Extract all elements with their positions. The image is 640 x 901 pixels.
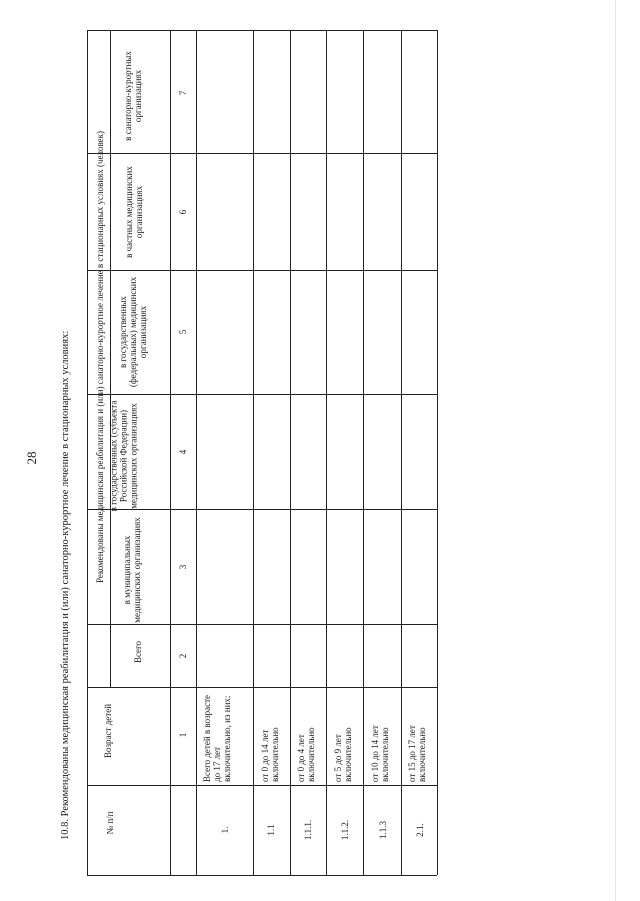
h-line-col1: [87, 785, 437, 786]
col-number-7: 7: [178, 90, 188, 96]
table-border-top: [87, 30, 437, 31]
header-age: Возраст детей: [103, 703, 113, 759]
row-5-num: 1.1.3: [378, 821, 388, 839]
v-line-row4: [363, 30, 364, 875]
table-border-bottom: [87, 875, 437, 876]
row-3-num: 1.1.1.: [303, 819, 313, 841]
page-edge: [615, 0, 616, 901]
table-border-left: [87, 30, 88, 875]
v-line-row2: [290, 30, 291, 875]
row-1-num: 1.: [220, 826, 230, 834]
recommendations-table: [87, 30, 437, 875]
row-4-label: от 5 до 9 лет включительно: [333, 727, 353, 782]
h-line-col2: [87, 687, 437, 688]
col-number-4: 4: [178, 449, 188, 455]
page-number: 28: [24, 451, 39, 465]
row-6-label: от 15 до 17 лет включительно: [407, 725, 427, 782]
v-line-row5: [401, 30, 402, 875]
row-3-label: от 0 до 4 лет включительно: [296, 727, 316, 782]
header-federal: в государственных (федеральных) медицинских организациях: [118, 276, 148, 388]
v-line-group: [110, 30, 111, 687]
col-number-1: 1: [178, 732, 188, 738]
col-number-5: 5: [178, 329, 188, 335]
table-border-right: [437, 30, 438, 875]
row-4-num: 1.1.2.: [340, 819, 350, 841]
row-2-num: 1.1: [266, 824, 276, 836]
col-number-3: 3: [178, 564, 188, 570]
header-municipal: в муниципальных медицинских организациях: [122, 517, 142, 623]
header-subject: в государственных (субъекта Российской Федерации) медицинских организациях: [108, 400, 139, 512]
header-sanatorium: в санаторно-курортных организациях: [123, 51, 143, 141]
row-6-num: 2.1.: [415, 823, 425, 837]
header-group: Рекомендованы медицинская реабилитация и (или) санаторно-курортное лечение в стационарных условиях (человек): [95, 130, 105, 584]
row-1-label: Всего детей в возрасте до 17 лет включительно, из них:: [202, 694, 232, 782]
section-heading: 10.8. Рекомендованы медицинская реабилитация и (или) санаторно-курортное лечение в стационарных условиях:: [60, 330, 71, 840]
h-line-col7: [87, 153, 437, 154]
row-5-label: от 10 до 14 лет включительно: [370, 725, 390, 782]
h-line-col5: [87, 394, 437, 395]
col-number-2: 2: [178, 653, 188, 659]
col-number-6: 6: [178, 209, 188, 215]
v-line-numbers: [196, 30, 197, 875]
header-num: № п/п: [105, 811, 115, 835]
header-private: в частных медицинских организациях: [124, 166, 144, 258]
v-line-header-bottom: [170, 30, 171, 875]
row-2-label: от 0 до 14 лет включительно: [260, 727, 280, 782]
v-line-row1: [253, 30, 254, 875]
header-total: Всего: [133, 640, 143, 664]
h-line-col6: [87, 270, 437, 271]
v-line-row3: [326, 30, 327, 875]
